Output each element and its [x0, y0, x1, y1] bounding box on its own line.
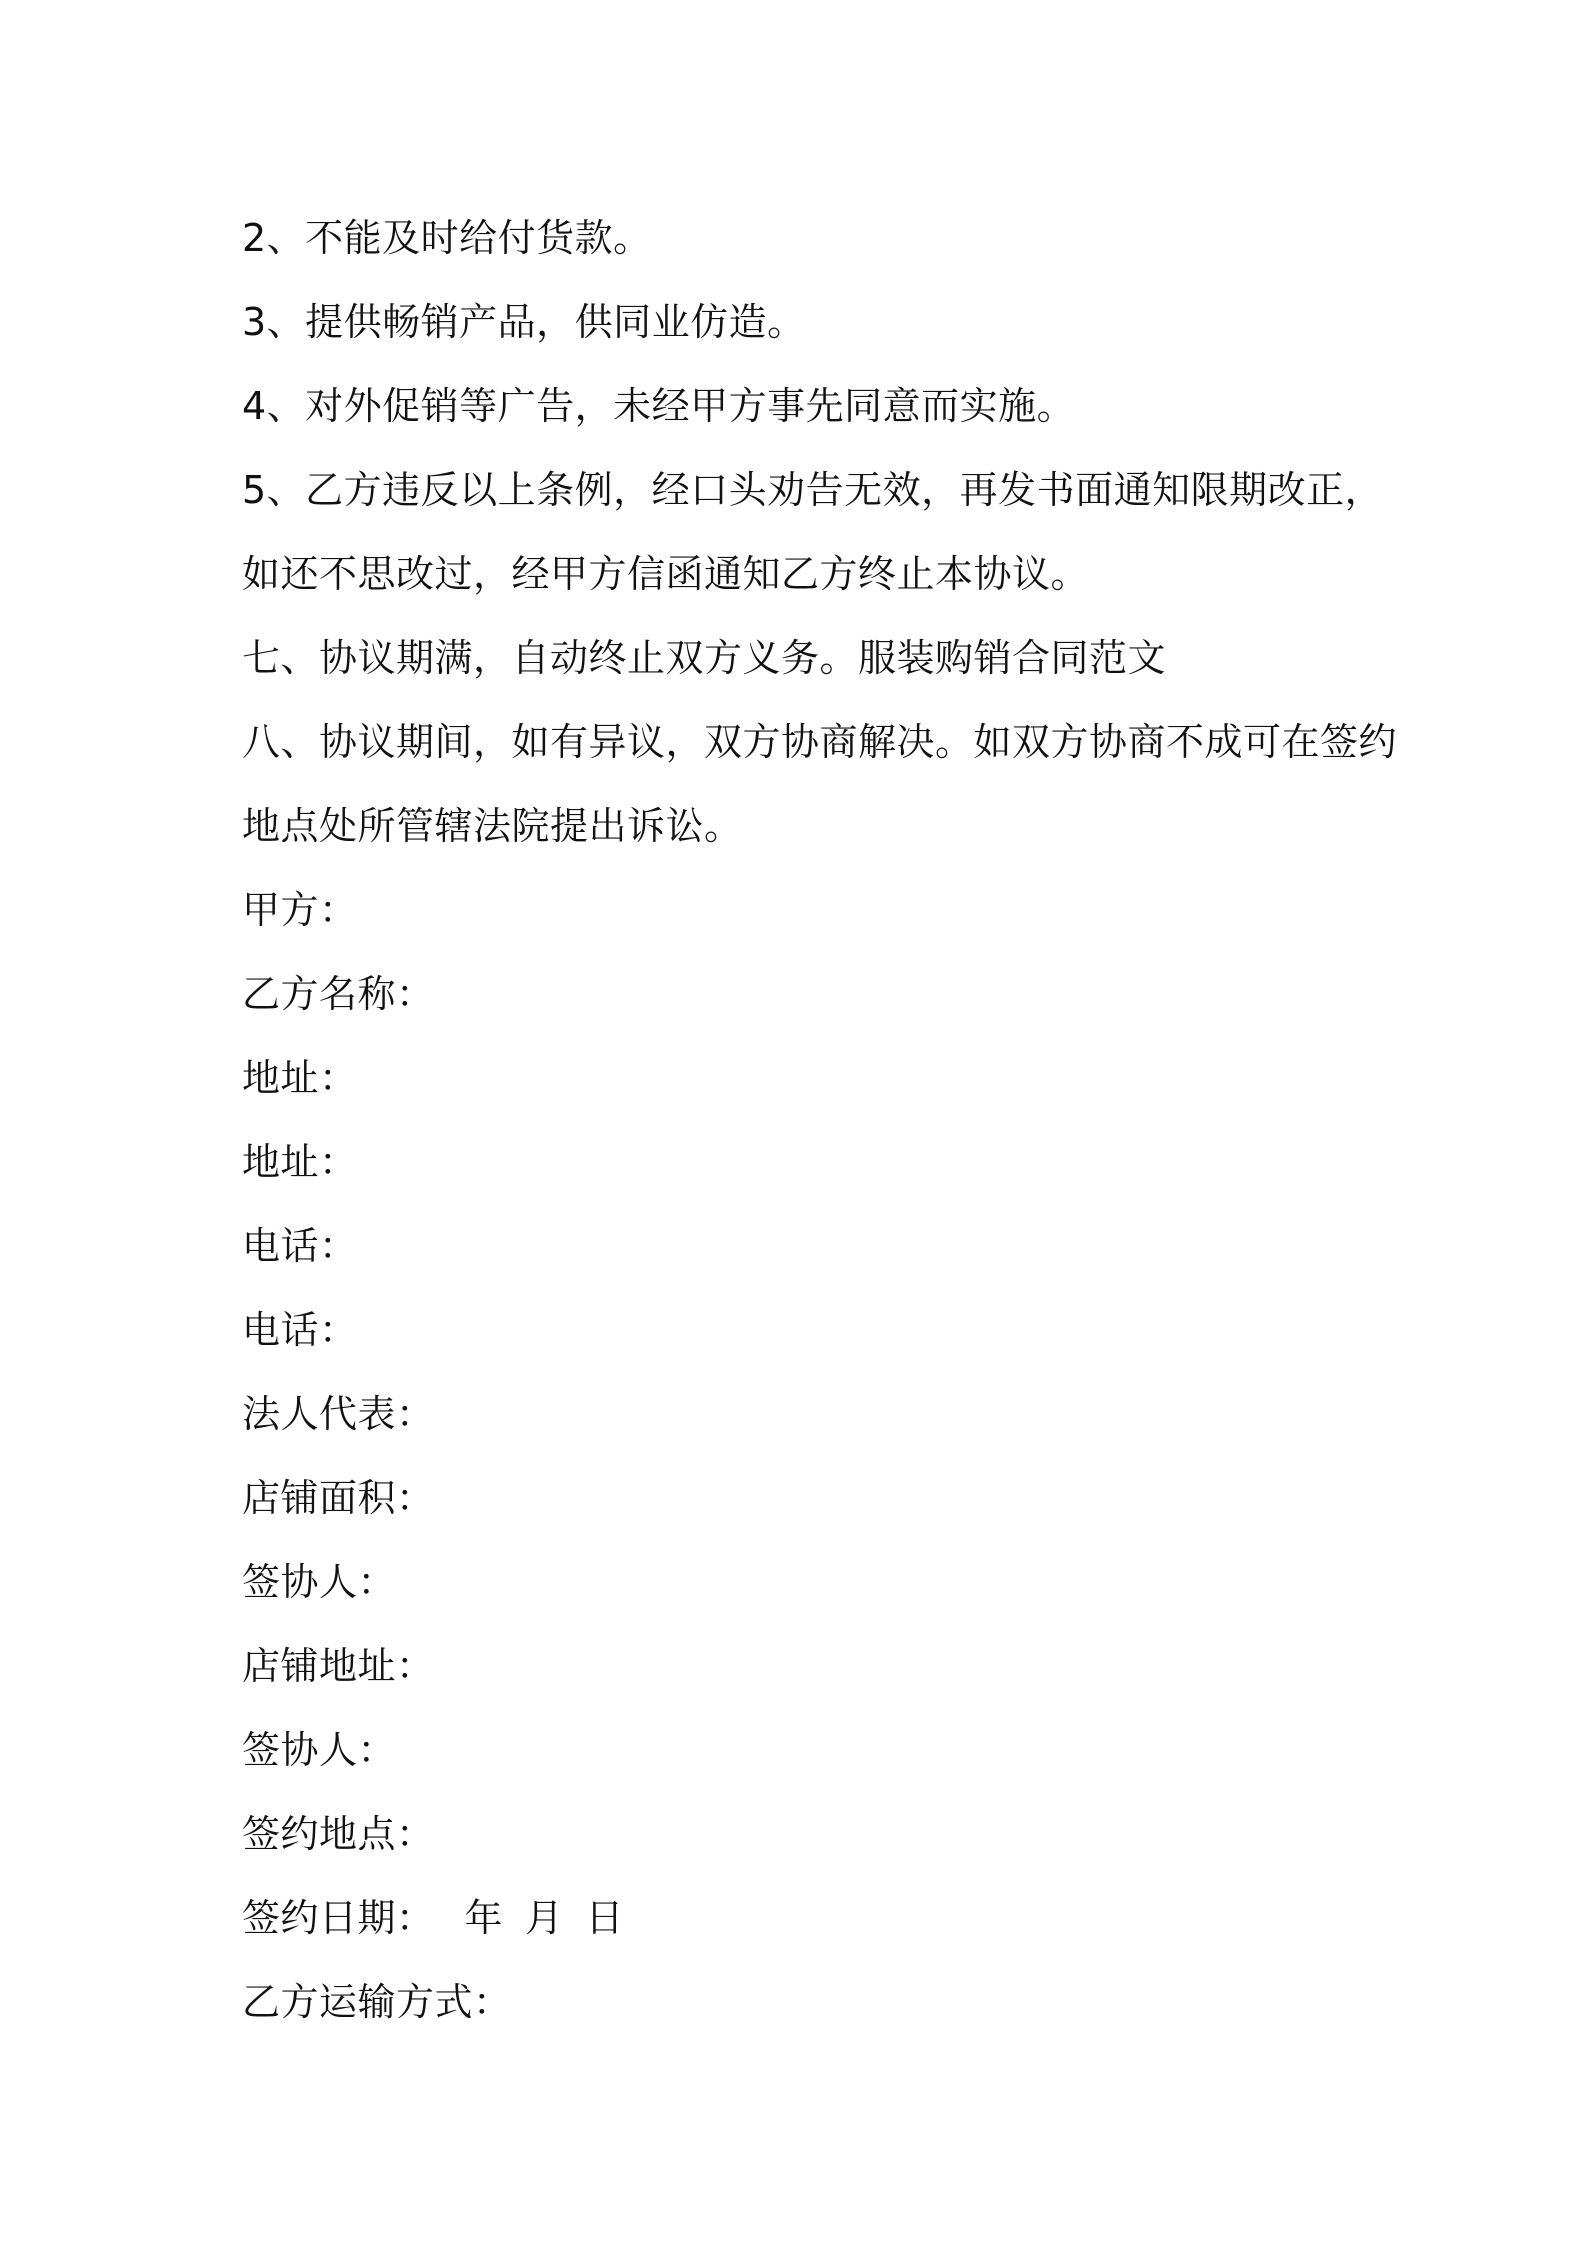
date-month: 月 [525, 1896, 564, 1940]
date-year: 年 [464, 1896, 504, 1940]
clause-line: 地点处所管辖法院提出诉讼。 [242, 804, 743, 848]
date-day: 日 [585, 1896, 625, 1940]
legal-representative-field: 法人代表： [242, 1392, 435, 1436]
store-address-field: 店铺地址： [242, 1644, 435, 1688]
signatory-field: 签协人： [242, 1560, 397, 1604]
transport-method-field: 乙方运输方式： [242, 1980, 512, 2024]
clause-line: 2、不能及时给付货款。 [242, 216, 652, 260]
store-area-field: 店铺面积： [242, 1476, 435, 1520]
address-field: 地址： [242, 1056, 358, 1100]
signing-date-field [242, 1876, 1382, 1960]
clause-line: 如还不思改过，经甲方信函通知乙方终止本协议。 [242, 552, 1090, 596]
phone-field: 电话： [242, 1224, 358, 1268]
signing-date-value [465, 1876, 647, 1960]
clause-line: 八、协议期间，如有异议，双方协商解决。如双方协商不成可在签约 [242, 720, 1398, 764]
signatory-field: 签协人： [242, 1728, 397, 1772]
address-field: 地址： [242, 1140, 358, 1184]
clause-line: 3、提供畅销产品，供同业仿造。 [242, 300, 806, 344]
party-b-name-field: 乙方名称： [242, 972, 435, 1016]
signing-date-label: 签约日期： [242, 1896, 435, 1940]
contract-body [242, 196, 1398, 2044]
clause-line: 5、乙方违反以上条例，经口头劝告无效，再发书面通知限期改正， [242, 468, 1384, 512]
signing-location-field: 签约地点： [242, 1812, 435, 1856]
clause-line: 七、协议期满，自动终止双方义务。服装购销合同范文 [242, 636, 1167, 680]
phone-field: 电话： [242, 1308, 358, 1352]
party-a-field: 甲方： [242, 888, 358, 932]
clause-line: 4、对外促销等广告，未经甲方事先同意而实施。 [242, 384, 1076, 428]
